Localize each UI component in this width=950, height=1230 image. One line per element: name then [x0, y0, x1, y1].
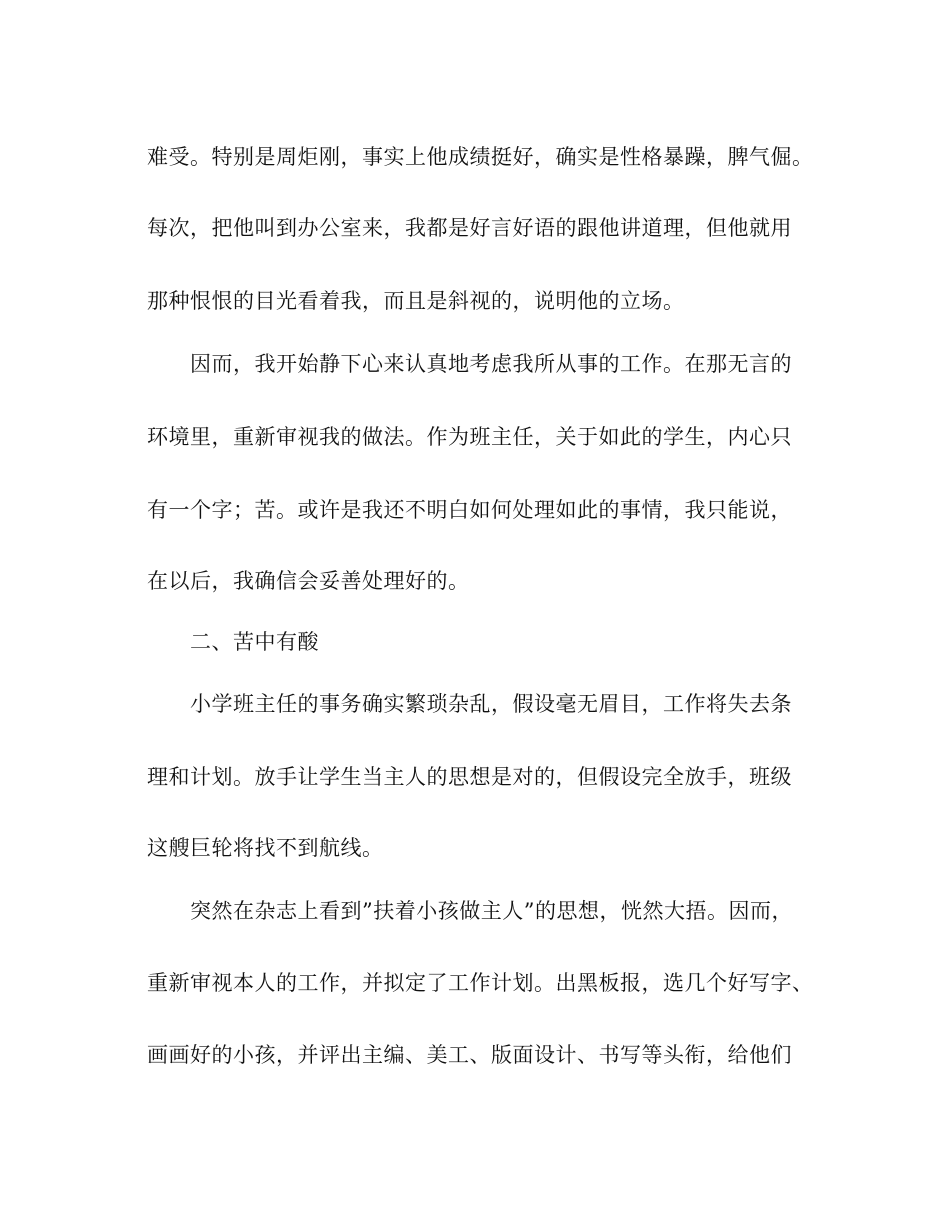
paragraph-first-line: 因而，我开始静下心来认真地考虑我所从事的工作。在那无言的 — [190, 352, 792, 376]
body-text-line: 理和计划。放手让学生当主人的思想是对的，但假设完全放手，班级 — [147, 765, 792, 789]
body-text-line: 有一个字；苦。或许是我还不明白如何处理如此的事情，我只能说， — [147, 498, 792, 522]
body-text-line: 这艘巨轮将找不到航线。 — [147, 836, 384, 860]
paragraph-first-line: 突然在杂志上看到”扶着小孩做主人”的思想，恍然大捂。因而， — [190, 899, 793, 923]
section-heading: 二、苦中有酸 — [190, 630, 319, 654]
paragraph-first-line: 小学班主任的事务确实繁琐杂乱，假设毫无眉目，工作将失去条 — [190, 692, 792, 716]
body-text-line: 画画好的小孩，并评出主编、美工、版面设计、书写等头衔，给他们 — [147, 1043, 792, 1067]
body-text-line: 难受。特别是周炬刚，事实上他成绩挺好，确实是性格暴躁，脾气倔。 — [147, 145, 814, 169]
body-text-line: 环境里，重新审视我的做法。作为班主任，关于如此的学生，内心只 — [147, 425, 792, 449]
body-text-line: 重新审视本人的工作，并拟定了工作计划。出黑板报，选几个好写字、 — [147, 971, 814, 995]
body-text-line: 那种恨恨的目光看着我，而且是斜视的，说明他的立场。 — [147, 289, 685, 313]
body-text-line: 每次，把他叫到办公室来，我都是好言好语的跟他讲道理，但他就用 — [147, 216, 792, 240]
body-text-line: 在以后，我确信会妥善处理好的。 — [147, 569, 470, 593]
